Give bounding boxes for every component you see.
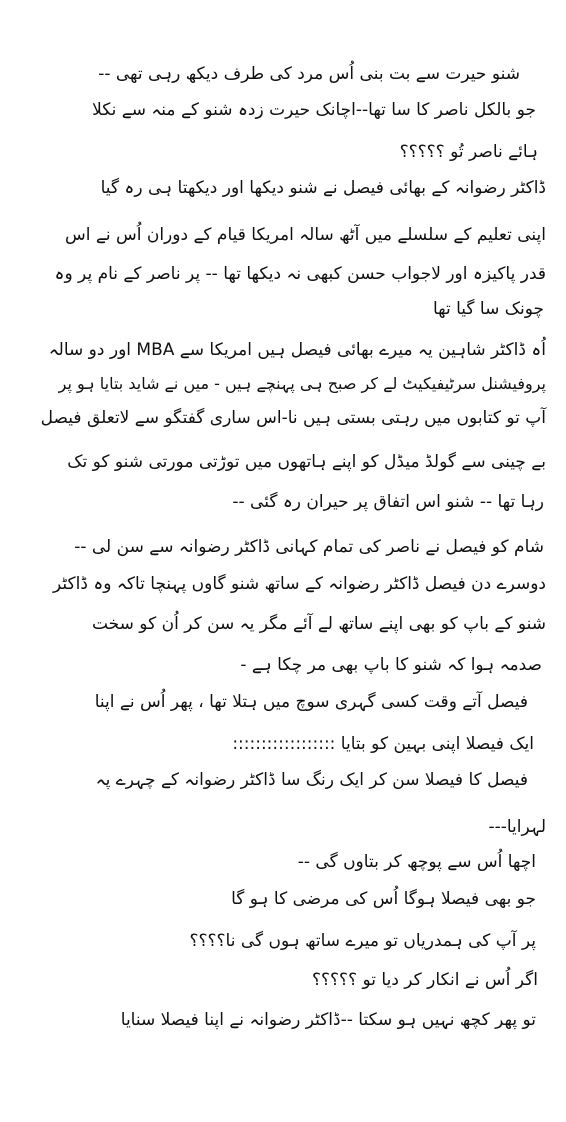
text-line: اُہ ڈاکٹر شاہین یہ میرے بھائی فیصل ہیں امریکا سے MBA اور دو سالہ [48, 340, 546, 360]
text-line: اچھا اُس سے پوچھ کر بتاوں گی -- [297, 852, 536, 872]
text-line: لہرایا--- [488, 817, 546, 837]
text-line: شنو کے باپ کو بھی اپنے ساتھ لے آئے مگر یہ سن کر اُن کو سخت [91, 614, 546, 634]
text-line: ڈاکٹر رضوانہ کے بھائی فیصل نے شنو دیکھا اور دیکھتا ہی رہ گیا [100, 178, 546, 198]
text-line: قدر پاکیزہ اور لاجواب حسن کبھی نہ دیکھا تھا -- پر ناصر کے نام پر وہ [54, 264, 546, 284]
text-line: دوسرے دن فیصل ڈاکٹر رضوانہ کے ساتھ شنو گاوں پہنچا تاکہ وہ ڈاکٹر [53, 574, 546, 594]
text-line: صدمہ ہوا کہ شنو کا باپ بھی مر چکا ہے - [240, 655, 542, 675]
text-line: پروفیشنل سرٹیفیکیٹ لے کر صبح ہی پہنچے ہیں - میں نے شاید بتایا ہو پر [58, 374, 546, 393]
text-line: تو پھر کچھ نہیں ہو سکتا --ڈاکٹر رضوانہ نے اپنا فیصلا سنایا [120, 1010, 536, 1030]
text-line: ہائے ناصر تُو ؟؟؟؟؟ [399, 142, 538, 162]
text-line: چونک سا گیا تھا [432, 299, 544, 319]
text-line: پر آپ کی ہمدریاں تو میرے ساتھ ہوں گی نا؟؟؟؟ [189, 931, 536, 951]
text-line: شنو حیرت سے بت بنی اُس مرد کی طرف دیکھ رہی تھی -- [98, 64, 520, 84]
text-line: رہا تھا -- شنو اس اتفاق پر حیران رہ گئی -- [232, 492, 544, 512]
text-line: فیصل آتے وقت کسی گہری سوچ میں ہتلا تھا ، پھر اُس نے اپنا [94, 692, 528, 712]
text-line: جو بھی فیصلا ہوگا اُس کی مرضی کا ہو گا [231, 889, 536, 909]
text-line: فیصل کا فیصلا سن کر ایک رنگ سا ڈاکٹر رضوانہ کے چہرے پہ [95, 770, 528, 790]
text-line: ایک فیصلا اپنی بہین کو بتایا :::::::::::::::::: [232, 734, 534, 754]
text-line: شام کو فیصل نے ناصر کی تمام کہانی ڈاکٹر رضوانہ سے سن لی -- [74, 537, 544, 557]
text-line: اگر اُس نے انکار کر دیا تو ؟؟؟؟؟ [311, 970, 538, 990]
text-line: جو بالکل ناصر کا سا تھا--اچانک حیرت زدہ شنو کے منہ سے نکلا [92, 100, 536, 120]
text-line: اپنی تعلیم کے سلسلے میں آٹھ سالہ امریکا قیام کے دوران اُس نے اس [65, 225, 546, 245]
text-line: آپ تو کتابوں میں رہتی بستی ہیں نا-اس ساری گفتگو سے لاتعلق فیصل [40, 408, 546, 428]
text-line: بے چینی سے گولڈ میڈل کو اپنے ہاتھوں میں توڑتی مورتی شنو کو تک [67, 452, 546, 472]
